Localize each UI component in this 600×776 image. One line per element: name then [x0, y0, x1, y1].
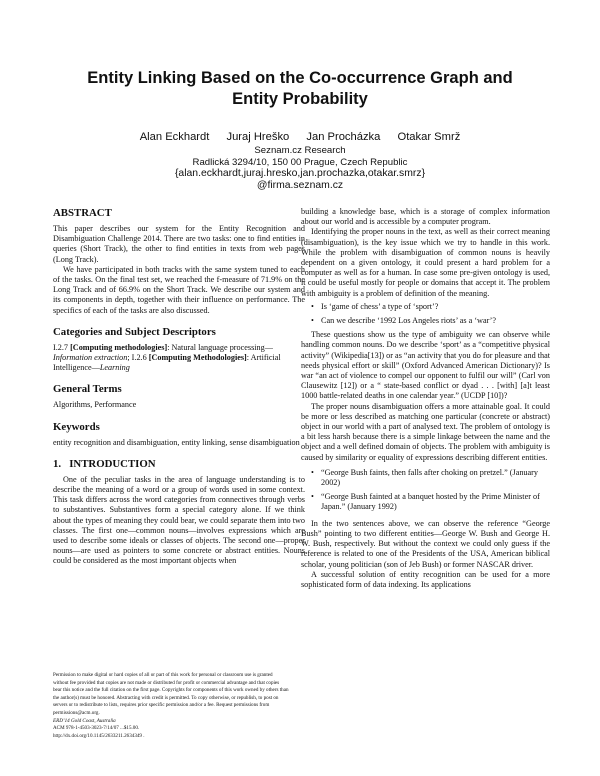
abstract-heading: ABSTRACT [53, 207, 112, 219]
venue-line: ERD’14 Gold Coast, Australia [53, 717, 116, 724]
introduction-paragraph-1: One of the peculiar tasks in the area of language understanding is to describe the meaning of a word or a group of words used in some context. This task differs across the word categories from connectives through verbs to substantives. Substantives form a special category alone. If we think about the types of meaning they could bear, we could separate them into two classes. The first one—common nouns—involves expressions which are used to describe some ideals or classes of objects. The second one—proper nouns—are used as pointers to some concrete or abstract entities. Nouns could be considered as the most important objects when [53, 474, 305, 566]
list-item: • “George Bush fainted at a banquet hosted by the Prime Minister of Japan.” (January 1992) [321, 492, 550, 512]
paper-title [40, 68, 560, 110]
author-list [40, 130, 560, 144]
right-paragraph-4: The proper nouns disambiguation offers a more attainable goal. It could be more or less described as matching one particular (concrete or abstract) object in our world with a part of analysed text. The problem of ontology is a bit less harsh because there is a simple linkage between the name and the object and a well defined domain of objects. The problem with ambiguity is caused by similarity or equality of expressions describing different entities. [301, 401, 550, 462]
abstract-paragraph-2: We have participated in both tracks with the same system tuned to each of the tasks. On the final test set, we reached the f-measure of 71.9% on the Long Track and of 66.9% on the Short Track. We describe our system and its components in depth, together with their influence on performance. The specifics of each of the tasks are also discussed. [53, 264, 305, 315]
affiliation-emails-2: @firma.seznam.cz [256, 180, 344, 191]
left-column [53, 207, 305, 567]
list-item: • Is ‘game of chess’ a type of ‘sport’? [321, 302, 550, 312]
affiliation [40, 145, 560, 192]
doi-line: http://dx.doi.org/10.1145/2633211.2634349 . [53, 732, 145, 739]
title-line-1: Entity Linking Based on the Co-occurrence Graph and [87, 69, 513, 87]
author-1: Alan Eckhardt [139, 131, 210, 143]
categories-text [53, 343, 305, 374]
permission-text: Permission to make digital or hard copies of all or part of this work for personal or classroom use is granted without fee provided that copies are not made or distributed for profit or commercial advantage and that copies bear this notice and the full citation on the first page. Copyrights for components of this work owned by others than the author(s) must be honored. Abstracting with credit is permitted. To copy otherwise, or republish, to post on servers or to redistribute to lists, requires prior specific permission and/or a fee. Request permissions from permissions@acm.org. [53, 672, 289, 716]
category-1-rest: : Natural language processing— [167, 342, 273, 352]
category-2-main: [Computing Methodologies] [148, 353, 247, 363]
right-paragraph-5: In the two sentences above, we can observe the reference “George Bush” pointing to two different entities—George W. Bush and George H. W. Bush, respectively. But without the context we could only guess if the reference is related to one of the Presidents of the USA, American biblical scholar, young politician (son of Jeb Bush) or former NASCAR driver. [301, 518, 550, 569]
affiliation-emails-1: {alan.eckhardt,juraj.hresko,jan.prochazka,otakar.smrz} [174, 168, 426, 179]
affiliation-org: Seznam.cz Research [254, 145, 346, 156]
affiliation-address: Radlická 3294/10, 150 00 Prague, Czech Republic [192, 156, 408, 168]
right-column [301, 207, 550, 590]
author-2: Juraj Hreško [226, 131, 290, 143]
general-terms-heading: General Terms [53, 383, 122, 396]
category-1-code: I.2.7 [53, 342, 71, 352]
categories-heading: Categories and Subject Descriptors [53, 325, 216, 338]
question-list [301, 302, 550, 326]
right-paragraph-1: building a knowledge base, which is a storage of complex information about our world and is accessible by a computer program. [301, 207, 550, 227]
right-paragraph-3: These questions show us the type of ambiguity we can observe while handling common nouns. Do we describe ‘sport’ as a “competitive physical activity” (Wikipedia[13]) or as “an activity that you do for pleasure and that needs physical effort or skill” (Oxford Advanced American Dictionary)? Is war “an act of violence to compel our opponent to fulfil our will” (Carl von Clausewitz [12]) or a “ state-based conflict or dyad . . . [with] [a]t least 1000 battle-related deaths in one calendar year.” (UCDP [10])? [301, 330, 550, 401]
right-paragraph-2: Identifying the proper nouns in the text, as well as their correct meaning (disambiguation), is the key issue which we try to handle in this work. While the problem with disambiguation of common nouns is heavily dependent on a given ontology, it could present a hard problem for a computer as well as for a human. In case some pre-given ontology is used, it could be useful mostly for people or domains that accept it. The problem with ambiguity is a problem of definition of the meaning. [301, 227, 550, 298]
list-item: • “George Bush faints, then falls after choking on pretzel.” (January 2002) [321, 468, 550, 488]
abstract-paragraph-1: This paper describes our system for the Entity Recognition and Disambiguation Challenge 2014. There are two tasks: one to find entities in queries (Short Track), the other to find entities in texts from web pages (Long Track). [53, 224, 305, 264]
category-1-sub: Information extraction [53, 353, 128, 363]
category-2-sub: Learning [99, 363, 130, 373]
keywords-text: entity recognition and disambiguation, entity linking, sense disambiguation [53, 437, 300, 447]
list-item: • Can we describe ‘1992 Los Angeles riots’ as a ‘war’? [321, 316, 550, 326]
general-terms-text: Algorithms, Performance [53, 400, 137, 410]
author-4: Otakar Smrž [397, 131, 461, 143]
author-3: Jan Procházka [306, 131, 381, 143]
category-1-main: [Computing methodologies] [70, 342, 168, 352]
right-paragraph-6: A successful solution of entity recognition can be used for a more sophisticated form of data indexing. Its applications [301, 569, 550, 589]
category-2-rest: : Artificial Intelligence— [53, 353, 281, 373]
keywords-heading: Keywords [53, 420, 100, 433]
category-2-code: ; I.2.6 [127, 353, 149, 363]
quote-list [301, 468, 550, 513]
introduction-heading: 1. INTRODUCTION [53, 457, 156, 470]
copyright-notice [53, 672, 289, 740]
title-line-2: Entity Probability [232, 90, 368, 108]
acm-line: ACM 978-1-4503-3023-7/14/07 ...$15.00. [53, 725, 140, 732]
